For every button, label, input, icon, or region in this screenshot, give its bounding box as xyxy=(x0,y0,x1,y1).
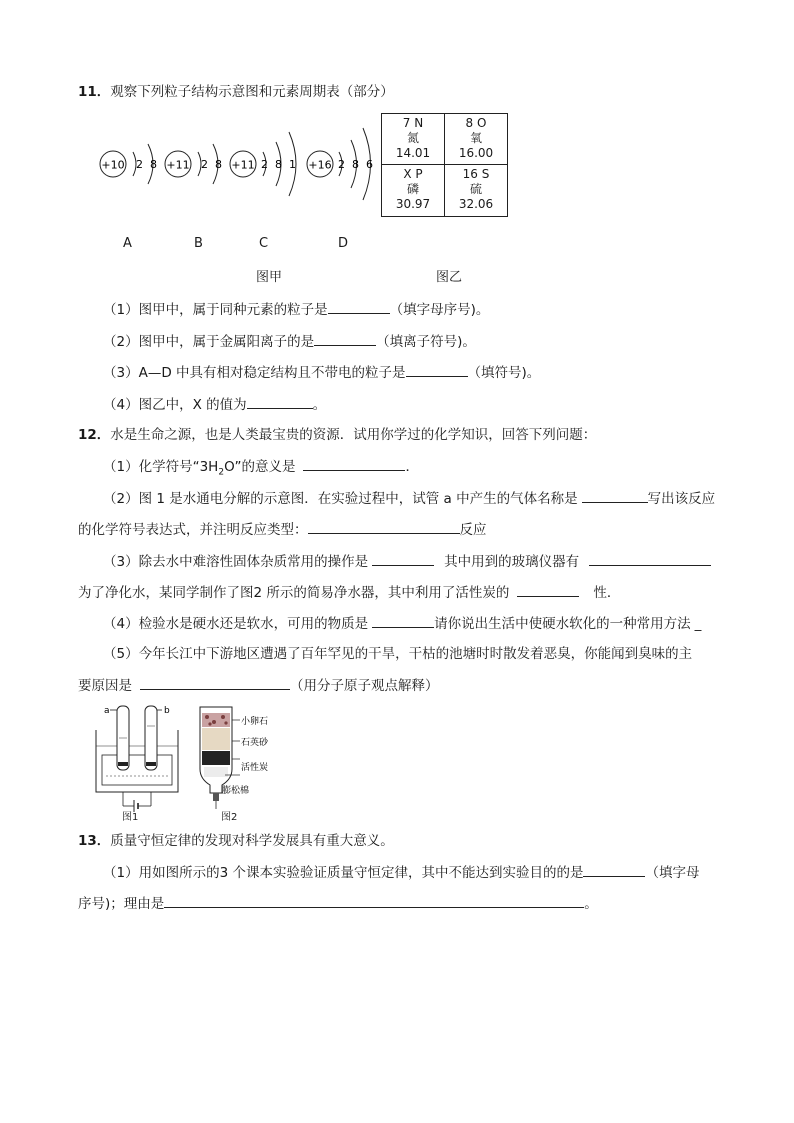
atom-structure-diagrams xyxy=(95,112,385,222)
atom-d xyxy=(307,128,373,200)
svg-text:2: 2 xyxy=(338,158,345,171)
q12-sub3-cont: 为了净化水，某同学制作了图2 所示的简易净水器，其中利用了活性炭的 性． xyxy=(78,582,620,603)
q13-heading: 13．质量守恒定律的发现对科学发展具有重大意义。 xyxy=(78,833,394,849)
fig-yi-caption: 图乙 xyxy=(436,270,463,285)
q12-sub5-cont: 要原因是 （用分子原子观点解释） xyxy=(78,675,439,696)
q12-sub3: （3）除去水中难溶性固体杂质常用的操作是 其中用到的玻璃仪器有 xyxy=(103,551,711,572)
q12-sub1: （1）化学符号“$3H_2O$”的意义是 ． xyxy=(103,456,419,483)
atom-b-nucleus: +11 xyxy=(166,158,190,172)
figure-1-electrolysis xyxy=(90,700,186,820)
atom-b xyxy=(165,144,222,184)
cell-oxygen: 8 O 氧 16.00 xyxy=(458,116,494,160)
atom-a-nucleus: +10 xyxy=(101,158,125,172)
atom-c xyxy=(230,132,296,196)
figure-2-caption: 图2 xyxy=(221,812,238,823)
q11-sub1: （1）图甲中，属于同种元素的粒子是 （填字母序号)。 xyxy=(103,299,489,320)
q12-sub4: （4）检验水是硬水还是软水，可用的物质是 请你说出生活中使硬水软化的一种常用方法 _ xyxy=(103,613,701,634)
atom-label-d: D xyxy=(338,236,349,251)
q11-number: 11． xyxy=(78,84,111,100)
figure-2-water-purifier xyxy=(192,703,282,815)
atom-label-b: B xyxy=(194,236,203,251)
q13-sub1: （1）用如图所示的3 个课本实验验证质量守恒定律，其中不能达到实验目的的是 （填字母 xyxy=(103,862,699,883)
figure-1-caption: 图1 xyxy=(122,812,139,823)
q12-sub2: （2）图 1 是水通电分解的示意图．在实验过程中，试管 a 中产生的气体名称是 写出该反应 xyxy=(103,488,715,509)
svg-text:1: 1 xyxy=(289,158,296,171)
q12-heading: 12．水是生命之源，也是人类最宝贵的资源．试用你学过的化学知识，回答下列问题： xyxy=(78,427,597,443)
svg-text:b: b xyxy=(164,706,170,716)
atom-label-a: A xyxy=(123,236,132,251)
svg-text:a: a xyxy=(104,706,110,716)
q11-sub2: （2）图甲中，属于金属阳离子的是 （填离子符号)。 xyxy=(103,331,476,352)
atom-c-nucleus: +11 xyxy=(231,158,255,172)
svg-text:2: 2 xyxy=(201,158,208,171)
q12-sub2-cont: 的化学符号表达式，并注明反应类型： 反应 xyxy=(78,519,487,540)
svg-text:8: 8 xyxy=(150,158,157,171)
q11-heading xyxy=(78,82,394,102)
fig-jia-caption: 图甲 xyxy=(256,270,283,285)
cell-sulfur: 16 S 硫 32.06 xyxy=(458,167,494,211)
atom-label-c: C xyxy=(259,236,269,251)
atom-d-nucleus: +16 xyxy=(308,158,332,172)
cell-nitrogen: 7 N 氮 14.01 xyxy=(395,116,431,160)
periodic-table-fragment xyxy=(381,113,508,217)
svg-text:2: 2 xyxy=(261,158,268,171)
q11-sub4: （4）图乙中，X 的值为 。 xyxy=(103,394,326,415)
q12-sub5: （5）今年长江中下游地区遭遇了百年罕见的干旱，干枯的池塘时时散发着恶臭，你能闻到臭味的主 xyxy=(103,646,693,662)
atom-a xyxy=(100,144,157,184)
svg-text:活性炭: 活性炭 xyxy=(241,763,269,773)
cell-phosphorus: X P 磷 30.97 xyxy=(395,167,431,211)
q11-sub3: （3）A—D 中具有相对稳定结构且不带电的粒子是 （填符号)。 xyxy=(103,362,540,383)
svg-text:8: 8 xyxy=(352,158,359,171)
svg-text:8: 8 xyxy=(215,158,222,171)
q13-sub1-cont: 序号)；理由是 。 xyxy=(78,893,598,914)
svg-text:2: 2 xyxy=(136,158,143,171)
svg-text:6: 6 xyxy=(366,158,373,171)
svg-text:石英砂: 石英砂 xyxy=(241,738,269,748)
svg-text:小卵石: 小卵石 xyxy=(241,717,269,727)
q11-title: 观察下列粒子结构示意图和元素周期表（部分） xyxy=(110,84,394,100)
svg-text:8: 8 xyxy=(275,158,282,171)
svg-text:膨松棉: 膨松棉 xyxy=(222,786,250,796)
